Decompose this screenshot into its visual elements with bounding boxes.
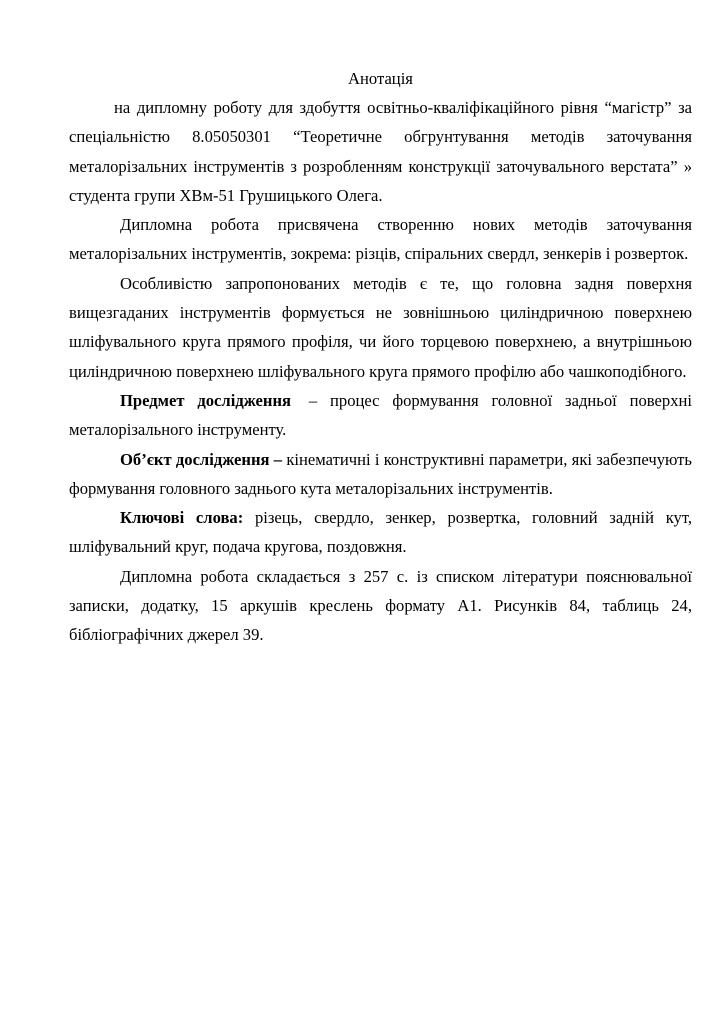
subject-text: – процес формування головної задньої поверхні металорізального інструменту. [69,390,692,440]
keywords-text: різець, свердло, зенкер, розвертка, головний задній кут, шліфувальний круг, подача кругова, поздовжня. [69,508,692,557]
feature-paragraph: Особливістю запропонованих методів є те, що головна задня поверхня вищезгаданих інструментів формується не зовнішньою циліндричною поверхнею шліфувального круга прямого профіля, чи його торцевою поверхнею, а внутрішньою циліндричною поверхнею шліфувального круга прямого профілю або чашкоподібного. [69,273,692,381]
subject-paragraph [69,386,692,445]
purpose-paragraph: Дипломна робота присвячена створенню нових методів заточування металорізальних інструментів, зокрема: різців, спіральних свердл, зенкерів і розверток. [69,215,692,264]
subject-label: Предмет дослідження [120,390,292,410]
object-label: Об’єкт дослідження – [120,449,283,469]
keywords-label: Ключові слова: [120,508,244,528]
keywords-paragraph [69,503,692,562]
document-page [69,64,692,650]
object-paragraph [69,445,692,504]
intro-paragraph: на дипломну роботу для здобуття освітньо-кваліфікаційного рівня “магістр” за спеціальністю 8.05050301 “Теоретичне обгрунтування методів заточування металорізальних інструментів з розробленням конструкції заточувального верстата” » студента групи ХВм-51 Грушицького Олега. [69,98,692,205]
document-title: Анотація [348,69,413,88]
volume-paragraph: Дипломна робота складається з 257 с. із списком літератури пояснювальної записки, додатку, 15 аркушів креслень формату А1. Рисунків 84, таблиць 24, бібліографічних джерел 39. [69,566,692,645]
object-text: кінематичні і конструктивні параметри, які забезпечують формування головного заднього кута металорізальних інструментів. [69,449,692,498]
